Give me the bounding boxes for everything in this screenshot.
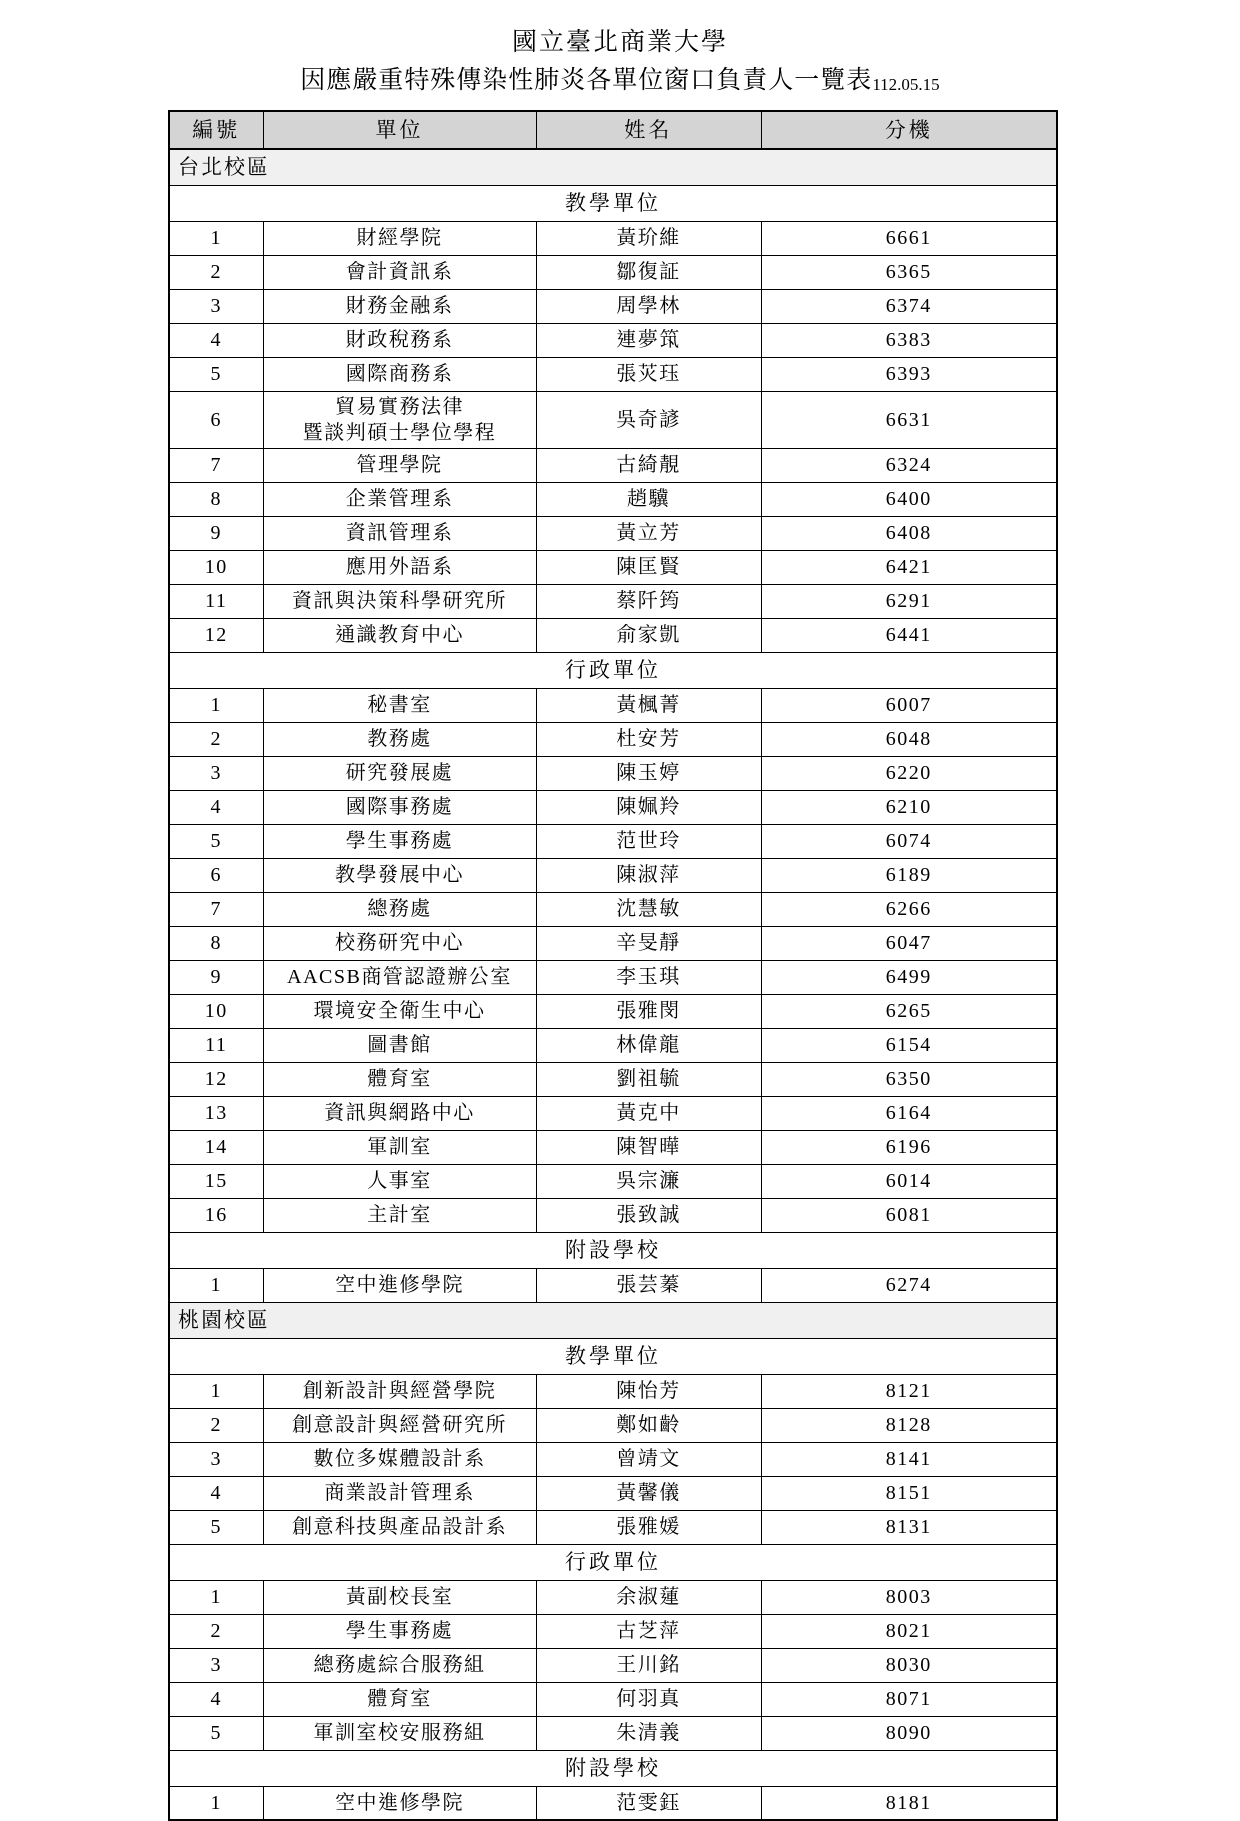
cell-name: 范雯鈺 [536, 1786, 761, 1820]
cell-extension: 6291 [761, 584, 1057, 618]
cell-name: 張致誠 [536, 1198, 761, 1232]
table-row [169, 1476, 1057, 1510]
cell-name: 辛旻靜 [536, 926, 761, 960]
cell-no: 4 [169, 323, 263, 357]
cell-unit: 研究發展處 [263, 756, 536, 790]
cell-unit: 學生事務處 [263, 824, 536, 858]
cell-no: 6 [169, 391, 263, 448]
table-body [169, 149, 1057, 1820]
cell-no: 2 [169, 255, 263, 289]
table-row [169, 482, 1057, 516]
cell-no: 3 [169, 756, 263, 790]
cell-name: 沈慧敏 [536, 892, 761, 926]
cell-no: 1 [169, 1786, 263, 1820]
cell-extension: 8071 [761, 1682, 1057, 1716]
cell-name: 林偉龍 [536, 1028, 761, 1062]
cell-name: 陳怡芳 [536, 1374, 761, 1408]
cell-name: 陳淑萍 [536, 858, 761, 892]
cell-no: 3 [169, 1648, 263, 1682]
table-row [169, 892, 1057, 926]
table-row [169, 516, 1057, 550]
column-header-no: 編號 [169, 111, 263, 149]
cell-no: 16 [169, 1198, 263, 1232]
section-label: 教學單位 [169, 1338, 1057, 1374]
table-row [169, 1268, 1057, 1302]
cell-unit: 財務金融系 [263, 289, 536, 323]
cell-no: 5 [169, 1716, 263, 1750]
section-label: 行政單位 [169, 652, 1057, 688]
campus-header-row [169, 1302, 1057, 1338]
cell-no: 7 [169, 448, 263, 482]
section-label: 附設學校 [169, 1232, 1057, 1268]
cell-unit: 空中進修學院 [263, 1786, 536, 1820]
table-row [169, 255, 1057, 289]
cell-unit: 資訊與網路中心 [263, 1096, 536, 1130]
cell-no: 11 [169, 1028, 263, 1062]
section-header-row [169, 1750, 1057, 1786]
cell-name: 張雅媛 [536, 1510, 761, 1544]
cell-extension: 6400 [761, 482, 1057, 516]
table-row [169, 722, 1057, 756]
cell-unit: 圖書館 [263, 1028, 536, 1062]
cell-unit: 創新設計與經營學院 [263, 1374, 536, 1408]
campus-label: 桃園校區 [169, 1302, 1057, 1338]
cell-unit: 軍訓室 [263, 1130, 536, 1164]
column-header-unit: 單位 [263, 111, 536, 149]
cell-name: 黃克中 [536, 1096, 761, 1130]
column-header-name: 姓名 [536, 111, 761, 149]
cell-extension: 6210 [761, 790, 1057, 824]
table-row [169, 756, 1057, 790]
table-row [169, 858, 1057, 892]
cell-name: 劉祖毓 [536, 1062, 761, 1096]
table-row [169, 221, 1057, 255]
cell-extension: 6661 [761, 221, 1057, 255]
cell-name: 王川銘 [536, 1648, 761, 1682]
table-row [169, 618, 1057, 652]
cell-unit: 總務處綜合服務組 [263, 1648, 536, 1682]
cell-unit: 秘書室 [263, 688, 536, 722]
cell-no: 1 [169, 1374, 263, 1408]
section-label: 行政單位 [169, 1544, 1057, 1580]
cell-name: 曾靖文 [536, 1442, 761, 1476]
cell-name: 余淑蓮 [536, 1580, 761, 1614]
cell-unit: 國際事務處 [263, 790, 536, 824]
table-row [169, 1374, 1057, 1408]
cell-extension: 6350 [761, 1062, 1057, 1096]
cell-extension: 6164 [761, 1096, 1057, 1130]
cell-no: 9 [169, 960, 263, 994]
cell-name: 范世玲 [536, 824, 761, 858]
table-row [169, 1510, 1057, 1544]
cell-extension: 8090 [761, 1716, 1057, 1750]
section-header-row [169, 652, 1057, 688]
table-row [169, 1580, 1057, 1614]
cell-unit: 學生事務處 [263, 1614, 536, 1648]
cell-no: 14 [169, 1130, 263, 1164]
cell-extension: 6374 [761, 289, 1057, 323]
cell-name: 張雅閔 [536, 994, 761, 1028]
cell-extension: 8151 [761, 1476, 1057, 1510]
cell-no: 7 [169, 892, 263, 926]
cell-extension: 6014 [761, 1164, 1057, 1198]
cell-no: 4 [169, 1476, 263, 1510]
cell-extension: 6274 [761, 1268, 1057, 1302]
cell-name: 陳姵羚 [536, 790, 761, 824]
cell-name: 張芸蓁 [536, 1268, 761, 1302]
table-row [169, 1442, 1057, 1476]
cell-no: 8 [169, 482, 263, 516]
cell-unit: 數位多媒體設計系 [263, 1442, 536, 1476]
cell-no: 10 [169, 994, 263, 1028]
table-row [169, 1408, 1057, 1442]
cell-extension: 8128 [761, 1408, 1057, 1442]
cell-name: 陳玉婷 [536, 756, 761, 790]
section-label: 附設學校 [169, 1750, 1057, 1786]
table-row [169, 994, 1057, 1028]
cell-no: 8 [169, 926, 263, 960]
cell-unit: 會計資訊系 [263, 255, 536, 289]
cell-extension: 8131 [761, 1510, 1057, 1544]
table-row [169, 1648, 1057, 1682]
cell-extension: 8121 [761, 1374, 1057, 1408]
cell-unit: 主計室 [263, 1198, 536, 1232]
cell-unit: 通識教育中心 [263, 618, 536, 652]
cell-unit: AACSB商管認證辦公室 [263, 960, 536, 994]
cell-unit: 國際商務系 [263, 357, 536, 391]
cell-name: 趙驥 [536, 482, 761, 516]
cell-no: 4 [169, 1682, 263, 1716]
table-row [169, 391, 1057, 448]
cell-unit [263, 391, 536, 448]
cell-name: 陳智曄 [536, 1130, 761, 1164]
cell-unit: 人事室 [263, 1164, 536, 1198]
cell-unit: 財政稅務系 [263, 323, 536, 357]
cell-no: 2 [169, 722, 263, 756]
table-row [169, 1164, 1057, 1198]
cell-unit: 黃副校長室 [263, 1580, 536, 1614]
cell-no: 12 [169, 618, 263, 652]
cell-name: 古芝萍 [536, 1614, 761, 1648]
cell-name: 何羽真 [536, 1682, 761, 1716]
cell-unit: 管理學院 [263, 448, 536, 482]
cell-no: 1 [169, 221, 263, 255]
section-header-row [169, 1544, 1057, 1580]
cell-no: 11 [169, 584, 263, 618]
section-label: 教學單位 [169, 185, 1057, 221]
cell-no: 2 [169, 1614, 263, 1648]
cell-extension: 8003 [761, 1580, 1057, 1614]
table-header-row [169, 111, 1057, 149]
cell-name: 俞家凱 [536, 618, 761, 652]
cell-no: 13 [169, 1096, 263, 1130]
cell-no: 5 [169, 357, 263, 391]
cell-name: 吳宗濂 [536, 1164, 761, 1198]
table-row [169, 357, 1057, 391]
table-row [169, 1716, 1057, 1750]
cell-no: 9 [169, 516, 263, 550]
table-row [169, 1028, 1057, 1062]
cell-extension: 6408 [761, 516, 1057, 550]
campus-header-row [169, 149, 1057, 185]
cell-no: 12 [169, 1062, 263, 1096]
cell-unit: 資訊管理系 [263, 516, 536, 550]
cell-extension: 8181 [761, 1786, 1057, 1820]
cell-no: 6 [169, 858, 263, 892]
cell-unit: 教務處 [263, 722, 536, 756]
cell-extension: 8030 [761, 1648, 1057, 1682]
contacts-table [168, 110, 1058, 1821]
cell-name: 連夢筑 [536, 323, 761, 357]
cell-no: 15 [169, 1164, 263, 1198]
cell-extension: 6048 [761, 722, 1057, 756]
cell-no: 5 [169, 824, 263, 858]
cell-no: 3 [169, 289, 263, 323]
title-block [0, 26, 1240, 101]
cell-extension: 6421 [761, 550, 1057, 584]
cell-extension: 6441 [761, 618, 1057, 652]
table-header [169, 111, 1057, 149]
table-row [169, 960, 1057, 994]
table-row [169, 1096, 1057, 1130]
cell-unit: 軍訓室校安服務組 [263, 1716, 536, 1750]
cell-name: 張苂珏 [536, 357, 761, 391]
cell-unit: 創意設計與經營研究所 [263, 1408, 536, 1442]
cell-extension: 6074 [761, 824, 1057, 858]
cell-extension: 6154 [761, 1028, 1057, 1062]
cell-no: 1 [169, 688, 263, 722]
cell-extension: 6189 [761, 858, 1057, 892]
cell-name: 鄭如齡 [536, 1408, 761, 1442]
table-row [169, 1786, 1057, 1820]
cell-extension: 6081 [761, 1198, 1057, 1232]
campus-label: 台北校區 [169, 149, 1057, 185]
table-row [169, 1198, 1057, 1232]
table-row [169, 550, 1057, 584]
cell-unit: 總務處 [263, 892, 536, 926]
cell-unit: 環境安全衛生中心 [263, 994, 536, 1028]
cell-unit-line: 貿易實務法律 [335, 395, 464, 418]
cell-no: 10 [169, 550, 263, 584]
table-row [169, 790, 1057, 824]
cell-extension: 6007 [761, 688, 1057, 722]
cell-name: 蔡阡筠 [536, 584, 761, 618]
cell-extension: 6499 [761, 960, 1057, 994]
cell-extension: 6631 [761, 391, 1057, 448]
cell-no: 1 [169, 1580, 263, 1614]
page-subtitle: 因應嚴重特殊傳染性肺炎各單位窗口負責人一覽表 [300, 67, 873, 94]
cell-no: 4 [169, 790, 263, 824]
cell-unit: 企業管理系 [263, 482, 536, 516]
cell-no: 1 [169, 1268, 263, 1302]
table-row [169, 1130, 1057, 1164]
cell-no: 3 [169, 1442, 263, 1476]
cell-extension: 6265 [761, 994, 1057, 1028]
cell-extension: 6393 [761, 357, 1057, 391]
cell-name: 李玉琪 [536, 960, 761, 994]
cell-name: 周學林 [536, 289, 761, 323]
cell-extension: 6266 [761, 892, 1057, 926]
cell-extension: 6383 [761, 323, 1057, 357]
cell-name: 鄒復証 [536, 255, 761, 289]
cell-unit: 教學發展中心 [263, 858, 536, 892]
cell-unit-line: 暨談判碩士學位學程 [302, 421, 497, 444]
cell-name: 陳匡賢 [536, 550, 761, 584]
table-row [169, 824, 1057, 858]
table-row [169, 1682, 1057, 1716]
cell-unit: 體育室 [263, 1062, 536, 1096]
table-row [169, 1062, 1057, 1096]
cell-extension: 8021 [761, 1614, 1057, 1648]
column-header-ext: 分機 [761, 111, 1057, 149]
table-row [169, 688, 1057, 722]
cell-extension: 6220 [761, 756, 1057, 790]
cell-extension: 6365 [761, 255, 1057, 289]
table-row [169, 1614, 1057, 1648]
cell-extension: 6324 [761, 448, 1057, 482]
table-row [169, 289, 1057, 323]
cell-unit: 創意科技與產品設計系 [263, 1510, 536, 1544]
cell-extension: 8141 [761, 1442, 1057, 1476]
cell-unit: 體育室 [263, 1682, 536, 1716]
cell-name: 黃楓菁 [536, 688, 761, 722]
cell-name: 古綺靚 [536, 448, 761, 482]
cell-unit: 財經學院 [263, 221, 536, 255]
cell-unit: 空中進修學院 [263, 1268, 536, 1302]
cell-no: 5 [169, 1510, 263, 1544]
cell-name: 黃玠維 [536, 221, 761, 255]
cell-name: 朱清義 [536, 1716, 761, 1750]
document-date: 112.05.15 [872, 75, 940, 94]
cell-name: 吳奇諺 [536, 391, 761, 448]
table-row [169, 323, 1057, 357]
cell-name: 黃立芳 [536, 516, 761, 550]
table-row [169, 584, 1057, 618]
cell-unit: 應用外語系 [263, 550, 536, 584]
cell-extension: 6196 [761, 1130, 1057, 1164]
page-title: 國立臺北商業大學 [511, 29, 728, 56]
cell-name: 黃馨儀 [536, 1476, 761, 1510]
table-row [169, 926, 1057, 960]
section-header-row [169, 1232, 1057, 1268]
section-header-row [169, 185, 1057, 221]
subtitle-line [0, 64, 1240, 101]
cell-name: 杜安芳 [536, 722, 761, 756]
cell-unit: 資訊與決策科學研究所 [263, 584, 536, 618]
cell-unit: 商業設計管理系 [263, 1476, 536, 1510]
section-header-row [169, 1338, 1057, 1374]
cell-no: 2 [169, 1408, 263, 1442]
cell-extension: 6047 [761, 926, 1057, 960]
cell-unit: 校務研究中心 [263, 926, 536, 960]
table-row [169, 448, 1057, 482]
